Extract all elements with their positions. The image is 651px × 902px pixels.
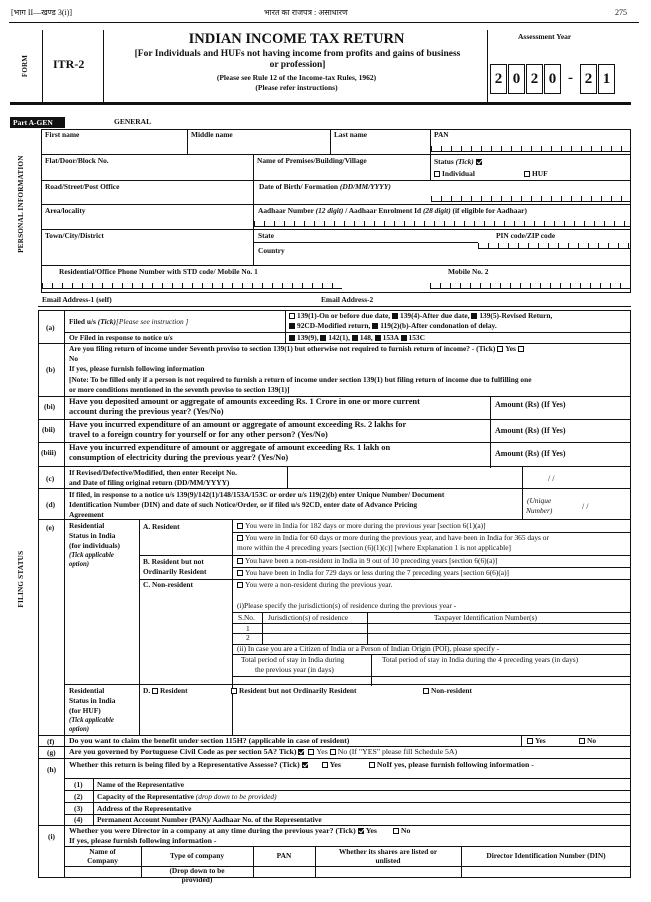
town-label: Town/City/District xyxy=(45,231,104,240)
opt-139-1[interactable] xyxy=(289,311,390,320)
bii-question-2: travel to a foreign country for yourself or for any other person? (Yes/No) xyxy=(69,430,328,439)
e-rnor-opt1[interactable] xyxy=(237,557,497,566)
ay-dash: - xyxy=(568,70,573,86)
checkbox-icon[interactable] xyxy=(375,335,381,341)
checkbox-icon[interactable] xyxy=(289,335,295,341)
mobile2-label: Mobile No. 2 xyxy=(448,267,489,276)
grid-line xyxy=(521,735,522,746)
opt-139-4[interactable] xyxy=(392,311,469,320)
g-yes-label: Yes xyxy=(316,747,328,756)
dob-format: (DD/MM/YYYY) xyxy=(339,182,391,191)
opt-148[interactable] xyxy=(352,333,373,342)
pin-label: PIN code/ZIP code xyxy=(496,231,556,240)
e-huf-1: Residential xyxy=(69,686,105,695)
e-huf-5: option) xyxy=(69,726,90,733)
i-col-name-2: Company xyxy=(87,856,118,865)
i-question-text: Whether you were Director in a company at any time during the previous year? (Tick) xyxy=(69,826,356,835)
checkbox-icon[interactable] xyxy=(289,313,295,319)
checkbox-icon[interactable] xyxy=(152,688,158,694)
country-label: Country xyxy=(258,246,285,255)
row-g-key: (g) xyxy=(47,748,56,757)
grid-line xyxy=(262,612,263,644)
ay-digit: 2 xyxy=(490,64,507,94)
grid-line xyxy=(253,242,478,243)
checkbox-icon[interactable] xyxy=(237,558,243,564)
phone-label: Residential/Office Phone Number with STD code/ Mobile No. 1 xyxy=(59,267,258,276)
h-row-4-label: Permanent Account Number (PAN)/ Aadhaar No. of the Representative xyxy=(97,815,322,824)
i-col-name-1: Name of xyxy=(89,847,116,856)
checkbox-icon[interactable] xyxy=(471,313,477,319)
e-res-5: option) xyxy=(69,561,90,568)
checkbox-icon[interactable] xyxy=(423,688,429,694)
e-nr-opt[interactable] xyxy=(237,581,392,590)
grid-line xyxy=(41,180,631,181)
grid-line xyxy=(371,654,372,686)
i-col-listed-2: unlisted xyxy=(375,856,401,865)
dob-text: Date of Birth/ Formation xyxy=(259,182,339,191)
page-header-left: [भाग II—खण्ड 3(i)] xyxy=(11,8,73,17)
e-resident-opt2[interactable] xyxy=(237,534,549,543)
h-no-label: NoIf yes, please furnish following information - xyxy=(376,760,534,769)
opt-92cd[interactable] xyxy=(289,321,370,330)
form-name: ITR-2 xyxy=(53,57,85,71)
e-rnor-opt2[interactable] xyxy=(237,569,509,578)
grid-line xyxy=(461,846,462,878)
grid-line xyxy=(232,676,631,677)
filing-status-side-label: FILING STATUS xyxy=(16,550,25,608)
filed-us-instruction: [Please see instruction ] xyxy=(115,317,189,326)
grid-line xyxy=(38,758,631,759)
jur-col-sno: S.No. xyxy=(238,613,255,622)
status-text: Status xyxy=(434,157,454,166)
g-question-text: Are you governed by Portuguese Civil Code as per section 5A? Tick) xyxy=(69,747,297,756)
row-d-key: (d) xyxy=(46,500,56,509)
status-tick: (Tick) xyxy=(455,157,474,166)
checkbox-icon[interactable] xyxy=(372,323,378,329)
f-no-label: No xyxy=(587,736,597,745)
aadhaar-28: (28 digit) xyxy=(422,206,451,215)
checkbox-icon[interactable] xyxy=(308,749,314,755)
checkbox-icon[interactable] xyxy=(330,749,336,755)
title-divider-1 xyxy=(42,30,43,102)
e-huf-3: (for HUF) xyxy=(69,706,101,715)
opt-142-1-label: 142(1), xyxy=(328,333,350,342)
checkbox-icon[interactable] xyxy=(527,738,533,744)
filed-section-options-1 xyxy=(289,312,552,321)
c-question-2: and Date of filing original return (DD/MM/YYYY) xyxy=(69,478,230,487)
title-bottom-rule xyxy=(10,102,631,105)
grid-line xyxy=(64,778,631,779)
grid-line xyxy=(41,265,631,266)
status-individual-option[interactable] xyxy=(434,170,475,179)
checkbox-icon[interactable] xyxy=(289,323,295,329)
checkbox-icon[interactable] xyxy=(237,523,243,529)
checkbox-icon[interactable] xyxy=(237,570,243,576)
jur-col-residence: Jurisdiction(s) of residence xyxy=(268,613,349,622)
grid-line xyxy=(187,129,188,154)
g-no-label: No xyxy=(337,747,348,756)
grid-line xyxy=(253,180,254,204)
instructions-note: (Please refer instructions) xyxy=(255,83,338,92)
e-huf-d-label: D. xyxy=(143,686,151,695)
row-b-key: (b) xyxy=(46,365,56,374)
d-unique-label-1: (Unique xyxy=(527,496,552,505)
grid-line xyxy=(253,846,254,878)
opt-153c[interactable] xyxy=(401,333,425,342)
g-question xyxy=(69,748,457,757)
aadhaar-label xyxy=(258,207,527,216)
f-yes-option[interactable] xyxy=(527,737,546,746)
grid-line xyxy=(367,612,368,644)
e-huf-4: (Tick applicable xyxy=(69,717,114,724)
checkbox-icon[interactable] xyxy=(579,738,585,744)
b-note-line1: [Note: To be filled only if a person is not required to furnish a return of income under section 139(1) but filing return of income due to fulfilling one xyxy=(69,375,532,384)
h-row-2-note: (drop down to be provided) xyxy=(195,792,277,801)
h-row-4-num: (4) xyxy=(74,815,83,824)
row-biii-key: (biii) xyxy=(41,448,57,457)
grid-line xyxy=(64,684,631,685)
aadhaar-12: (12 digit) xyxy=(315,206,344,215)
h-row-2 xyxy=(97,793,277,802)
i-col-pan: PAN xyxy=(276,851,292,860)
b-note-line2: or more conditions mentioned in the seventh proviso to section 139(1)] xyxy=(69,385,290,394)
jur-col-tin: Taxpayer Identification Number(s) xyxy=(434,613,537,622)
h-row-3-label: Address of the Representative xyxy=(97,804,192,813)
e-nr-label: C. Non-resident xyxy=(143,580,193,589)
assessment-year-label: Assessment Year xyxy=(518,32,572,41)
b-no-label: No xyxy=(69,354,79,363)
row-i-key: (i) xyxy=(48,832,55,841)
f-question-text: Do you want to claim the benefit under section 115H? (applicable in case of resident) xyxy=(69,736,350,745)
row-e-key: (e) xyxy=(46,523,55,532)
pan-label: PAN xyxy=(434,130,449,139)
d-unique-label-2: Number) xyxy=(526,506,553,515)
opt-139-1-label: 139(1)-On or before due date, xyxy=(297,311,391,320)
i-drop-down-2: provided) xyxy=(181,875,213,884)
form-title: INDIAN INCOME TAX RETURN xyxy=(188,31,405,47)
f-no-option[interactable] xyxy=(579,737,596,746)
h-row-2-num: (2) xyxy=(74,792,83,801)
i-col-din: Director Identification Number (DIN) xyxy=(486,851,606,860)
ay-digit: 1 xyxy=(598,64,615,94)
i-if-yes: If yes, please furnish following information - xyxy=(69,836,217,845)
grid-line xyxy=(232,519,233,735)
h-row-2-label: Capacity of the Representative xyxy=(97,792,196,801)
row-f-key: (f) xyxy=(47,737,55,746)
grid-line xyxy=(38,306,631,307)
stay-prev-year-1: Total period of stay in India during xyxy=(241,655,345,664)
grid-line xyxy=(232,623,631,624)
opt-119-label: 119(2)(b)-After condonation of delay. xyxy=(380,321,497,330)
checkbox-icon[interactable] xyxy=(231,688,237,694)
status-individual-label: Individual xyxy=(442,169,475,178)
dob-label xyxy=(259,183,391,192)
area-label: Area/locality xyxy=(45,206,86,215)
e-res-1: Residential xyxy=(69,521,105,530)
part-name: GENERAL xyxy=(114,117,152,126)
e-huf-resident-label: Resident xyxy=(160,686,188,695)
c-question-1: If Revised/Defective/Modified, then enter Receipt No. xyxy=(69,468,237,477)
grid-line xyxy=(38,488,631,489)
h-question xyxy=(69,761,534,770)
e-huf-resident-option[interactable] xyxy=(143,687,188,696)
h-row-1-label: Name of the Representative xyxy=(97,780,185,789)
checkbox-icon[interactable] xyxy=(393,828,399,834)
part-label: Part A-GEN xyxy=(10,117,65,128)
status-huf-label: HUF xyxy=(532,169,548,178)
form-label-cell xyxy=(10,30,41,102)
status-huf-option[interactable] xyxy=(524,170,548,179)
i-col-type: Type of company xyxy=(169,851,225,860)
bii-amount-label: Amount (Rs) (If Yes) xyxy=(495,426,566,435)
notice-options xyxy=(289,334,425,343)
opt-92cd-label: 92CD-Modified return, xyxy=(297,321,371,330)
email1-label: Email Address-1 (self) xyxy=(42,295,112,304)
opt-119[interactable] xyxy=(372,321,496,330)
checkbox-icon[interactable] xyxy=(434,171,440,177)
grid-line xyxy=(38,466,631,467)
first-name-label: First name xyxy=(45,130,80,139)
g-note: (If "YES" please fill Schedule 5A) xyxy=(349,747,458,756)
h-yes-label: Yes xyxy=(329,760,341,769)
f-question xyxy=(69,737,349,746)
opt-139-5[interactable] xyxy=(471,311,552,320)
bii-question-1: Have you incurred expenditure of an amount or aggregate of amount exceeding Rs. 2 lakhs for xyxy=(69,420,407,429)
checkbox-icon[interactable] xyxy=(322,762,328,768)
aadhaar-text: Aadhaar Number xyxy=(258,206,316,215)
aadhaar-post: (if eligible for Aadhaar) xyxy=(450,206,527,215)
grid-line xyxy=(287,466,288,488)
e-rnor-label-2: Ordinarily Resident xyxy=(143,567,207,576)
premises-label: Name of Premises/Building/Village xyxy=(257,156,367,165)
e-rnor-label-1: B. Resident but not xyxy=(143,557,204,566)
aadhaar-mid: / Aadhaar Enrolment Id xyxy=(343,206,423,215)
e-res-3: (for individuals) xyxy=(69,541,120,550)
h-row-1-num: (1) xyxy=(74,780,83,789)
b-if-yes: If yes, please furnish following information xyxy=(69,364,205,373)
jur-row-2: 2 xyxy=(246,633,250,642)
opt-139-9-label: 139(9), xyxy=(297,333,319,342)
e-res-2: Status in India xyxy=(69,531,116,540)
road-label: Road/Street/Post Office xyxy=(45,182,120,191)
grid-line xyxy=(522,488,523,519)
e-resident-opt1-label: You were in India for 182 days or more during the previous year [section 6(1)(a)] xyxy=(245,521,486,530)
i-question xyxy=(69,827,410,836)
grid-line xyxy=(330,129,331,154)
ay-digit: 0 xyxy=(544,64,561,94)
checkbox-icon[interactable] xyxy=(392,313,398,319)
row-bi-key: (bi) xyxy=(44,402,56,411)
row-h-key: (h) xyxy=(47,765,57,774)
grid-line xyxy=(64,790,631,791)
f-yes-label: Yes xyxy=(535,736,546,745)
c-date-slashes[interactable]: / / xyxy=(548,474,555,483)
email2-label: Email Address-2 xyxy=(321,295,374,304)
page-header-center: भारत का राजपत्र : असाधारण xyxy=(264,8,348,17)
checkbox-icon[interactable] xyxy=(369,762,375,768)
state-label: State xyxy=(258,231,275,240)
personal-information-side-label: PERSONAL INFORMATION xyxy=(16,155,25,253)
checkbox-icon[interactable] xyxy=(237,535,243,541)
d-question-2: Identification Number (DIN) and date of such Notice/Order, or if filed u/s 92CD, enter date of Advance Pricing xyxy=(69,500,418,509)
grid-line xyxy=(139,519,140,735)
ay-digit: 2 xyxy=(526,64,543,94)
checkbox-icon[interactable] xyxy=(302,762,308,768)
e-res-4: (Tick applicable xyxy=(69,552,114,559)
grid-line xyxy=(232,633,631,634)
opt-153c-label: 153C xyxy=(408,333,425,342)
checkbox-icon[interactable] xyxy=(320,335,326,341)
grid-line xyxy=(38,519,631,520)
row-bii-key: (bii) xyxy=(42,425,56,434)
e-nr-jurisdiction-prompt: (i)Please specify the jurisdiction(s) of residence during the previous year - xyxy=(237,601,457,610)
e-huf-nr-label: Non-resident xyxy=(431,686,472,695)
checkbox-icon[interactable] xyxy=(401,335,407,341)
seventh-proviso-question xyxy=(69,345,526,354)
grid-line xyxy=(430,154,431,180)
pin-input[interactable] xyxy=(478,243,631,249)
e-huf-rnor-option[interactable] xyxy=(231,687,356,696)
e-rnor-opt2-label: You have been in India for 729 days or less during the 7 preceding years [section 6(6)(a)] xyxy=(245,568,510,577)
grid-line xyxy=(64,802,631,803)
phone-input[interactable] xyxy=(42,283,342,289)
checkbox-icon[interactable] xyxy=(524,171,530,177)
checkbox-icon[interactable] xyxy=(237,582,243,588)
checkbox-icon xyxy=(476,159,482,165)
title-divider-3 xyxy=(487,30,488,102)
filed-section-options-2 xyxy=(289,322,497,331)
form-subtitle: [For Individuals and HUFs not having income from profits and gains of business or profession] xyxy=(134,49,461,71)
page-number: 275 xyxy=(615,8,627,17)
opt-139-5-label: 139(5)-Revised Return, xyxy=(479,311,553,320)
dob-input[interactable] xyxy=(431,196,631,202)
jur-row-1: 1 xyxy=(246,624,250,633)
grid-line xyxy=(41,154,631,155)
e-nr-citizen-prompt: (ii) In case you are a Citizen of India or a Person of Indian Origin (POI), please specify - xyxy=(237,644,500,653)
opt-153a-label: 153A xyxy=(382,333,399,342)
i-yes-label: Yes xyxy=(365,826,377,835)
filed-us-tick: (Tick) xyxy=(97,317,116,326)
grid-line xyxy=(285,310,286,343)
grid-line xyxy=(490,396,491,468)
stay-4-years: Total period of stay in India during the 4 preceding years (in days) xyxy=(382,655,579,664)
seventh-proviso-text: Are you filing return of income under Seventh proviso to section 139(1) but otherwise not required to furnish return of income? - (Tick) xyxy=(69,344,496,353)
e-rnor-opt1-label: You have been a non-resident in India in 9 out of 10 preceding years [section 6(6)(a)] xyxy=(245,556,498,565)
grid-line xyxy=(41,229,631,230)
header-rule xyxy=(9,22,639,23)
e-huf-2: Status in India xyxy=(69,696,116,705)
filed-us-label xyxy=(69,318,188,327)
checkbox-icon[interactable] xyxy=(358,828,364,834)
i-drop-down-1[interactable]: (Drop down to be xyxy=(169,866,225,875)
e-huf-rnor-label: Resident but not Ordinarily Resident xyxy=(239,686,357,695)
i-col-listed-1: Whether its shares are listed or xyxy=(338,847,438,856)
filed-us-text: Filed u/s xyxy=(69,317,96,326)
checkbox-icon[interactable] xyxy=(298,749,304,755)
grid-line xyxy=(253,154,254,180)
row-c-key: (c) xyxy=(46,474,55,483)
opt-139-9[interactable] xyxy=(289,333,319,342)
notice-label: Or Filed in response to notice u/s xyxy=(69,333,173,342)
e-resident-opt2-label: You were in India for 60 days or more during the previous year, and have been in India for 365 days or xyxy=(245,533,549,542)
bi-question-2: account during the previous year? (Yes/No) xyxy=(69,407,224,416)
h-row-3-num: (3) xyxy=(74,804,83,813)
pan-input[interactable] xyxy=(431,146,631,152)
rule-note: (Please see Rule 12 of the Income-tax Rules, 1962) xyxy=(216,73,377,82)
opt-139-4-label: 139(4)-After due date, xyxy=(400,311,470,320)
ay-digit: 2 xyxy=(580,64,597,94)
flat-label: Flat/Door/Block No. xyxy=(45,156,109,165)
grid-line xyxy=(522,466,523,488)
bi-amount-label: Amount (Rs) (If Yes) xyxy=(495,400,566,409)
e-resident-label: A. Resident xyxy=(143,522,180,531)
e-resident-opt2-cont: more within the 4 preceding years [section (6)(1)(c)] [where Explanation 1 is not applicable] xyxy=(237,543,511,552)
bi-question-1: Have you deposited amount or aggregate of amounts exceeding Rs. 1 Crore in one or more current xyxy=(69,397,420,406)
row-a-key: (a) xyxy=(46,323,55,332)
d-question-3: Agreement xyxy=(69,510,104,519)
biii-amount-label: Amount (Rs) (If Yes) xyxy=(495,449,566,458)
aadhaar-input[interactable] xyxy=(254,221,631,227)
checkbox-icon[interactable] xyxy=(497,346,503,352)
e-resident-opt1[interactable] xyxy=(237,522,486,531)
form-label: FORM xyxy=(20,54,29,78)
stay-prev-year-2: the previous year (in days) xyxy=(255,665,334,674)
biii-question-1: Have you incurred expenditure of amount or aggregate of amount exceeding Rs. 1 lakh on xyxy=(69,443,391,452)
grid-line xyxy=(253,229,254,265)
biii-question-2: consumption of electricity during the previous year? (Yes/No) xyxy=(69,453,289,462)
middle-name-label: Middle name xyxy=(191,130,233,139)
mobile2-input[interactable] xyxy=(430,283,630,289)
ay-digit: 0 xyxy=(508,64,525,94)
last-name-label: Last name xyxy=(334,130,368,139)
e-nr-opt-label: You were a non-resident during the previous year. xyxy=(245,580,393,589)
grid-line xyxy=(41,204,631,205)
status-label xyxy=(434,158,484,167)
opt-142-1[interactable] xyxy=(320,333,350,342)
checkbox-icon[interactable] xyxy=(352,335,358,341)
e-huf-nr-option[interactable] xyxy=(423,687,472,696)
h-question-text: Whether this return is being filed by a Representative Assesse? (Tick) xyxy=(69,760,300,769)
opt-148-label: 148, xyxy=(359,333,373,342)
b-yes-label: Yes xyxy=(505,344,516,353)
d-date-slashes[interactable]: / / xyxy=(582,502,589,511)
opt-153a[interactable] xyxy=(375,333,399,342)
checkbox-icon[interactable] xyxy=(518,346,524,352)
d-question-1: If filed, in response to a notice u/s 139(9)/142(1)/148/153A/153C or order u/s 119(2)(b) enter Unique Number/ Document xyxy=(69,490,445,499)
i-no-label: No xyxy=(400,826,411,835)
